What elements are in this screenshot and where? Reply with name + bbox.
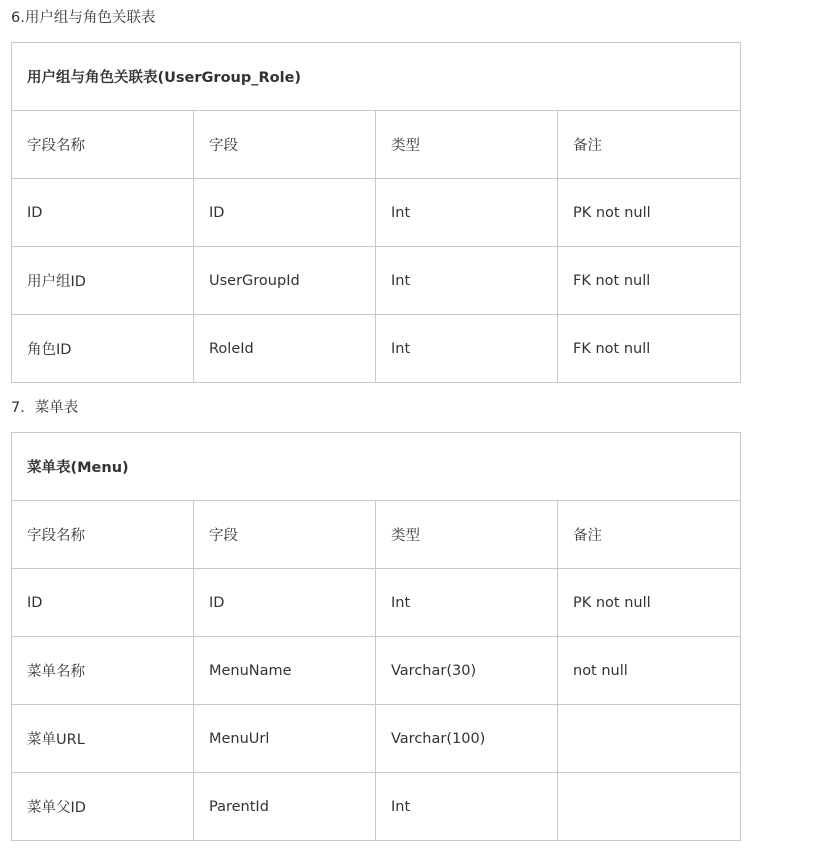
table-row [12, 315, 741, 383]
table-row [12, 773, 741, 841]
table-cell: RoleId [194, 315, 376, 383]
table-cell: Int [376, 247, 558, 315]
column-header: 字段 [194, 501, 376, 569]
table-header-row [12, 501, 741, 569]
column-header: 类型 [376, 111, 558, 179]
table-cell: Varchar(30) [376, 637, 558, 705]
table-cell: PK not null [558, 569, 741, 637]
table-cell: FK not null [558, 315, 741, 383]
section-7-heading: 7．菜单表 [11, 400, 79, 416]
column-header: 备注 [558, 501, 741, 569]
table-header-row [12, 111, 741, 179]
table-row [12, 569, 741, 637]
table-cell: ParentId [194, 773, 376, 841]
table-cell: ID [12, 179, 194, 247]
table-title-row [12, 433, 741, 501]
table-cell: 菜单父ID [12, 773, 194, 841]
table-cell: 用户组ID [12, 247, 194, 315]
table-cell: FK not null [558, 247, 741, 315]
table-cell: Int [376, 569, 558, 637]
table-title: 菜单表(Menu) [12, 433, 741, 501]
column-header: 类型 [376, 501, 558, 569]
table-cell [558, 705, 741, 773]
table-cell: Int [376, 179, 558, 247]
table-cell: not null [558, 637, 741, 705]
table-title: 用户组与角色关联表(UserGroup_Role) [12, 43, 741, 111]
table-cell: Int [376, 773, 558, 841]
menu-table [11, 432, 741, 841]
usergroup-role-table [11, 42, 741, 383]
table-row [12, 705, 741, 773]
table-cell: Int [376, 315, 558, 383]
table-title-row [12, 43, 741, 111]
column-header: 字段名称 [12, 111, 194, 179]
column-header: 备注 [558, 111, 741, 179]
section-6-heading: 6.用户组与角色关联表 [11, 10, 156, 26]
table-cell: ID [12, 569, 194, 637]
table-row [12, 247, 741, 315]
table-cell: ID [194, 179, 376, 247]
column-header: 字段名称 [12, 501, 194, 569]
table-cell: MenuUrl [194, 705, 376, 773]
table-cell [558, 773, 741, 841]
table-cell: 角色ID [12, 315, 194, 383]
table-cell: 菜单名称 [12, 637, 194, 705]
table-row [12, 179, 741, 247]
table-cell: UserGroupId [194, 247, 376, 315]
column-header: 字段 [194, 111, 376, 179]
table-cell: MenuName [194, 637, 376, 705]
table-cell: ID [194, 569, 376, 637]
table-row [12, 637, 741, 705]
table-cell: 菜单URL [12, 705, 194, 773]
table-cell: PK not null [558, 179, 741, 247]
table-cell: Varchar(100) [376, 705, 558, 773]
